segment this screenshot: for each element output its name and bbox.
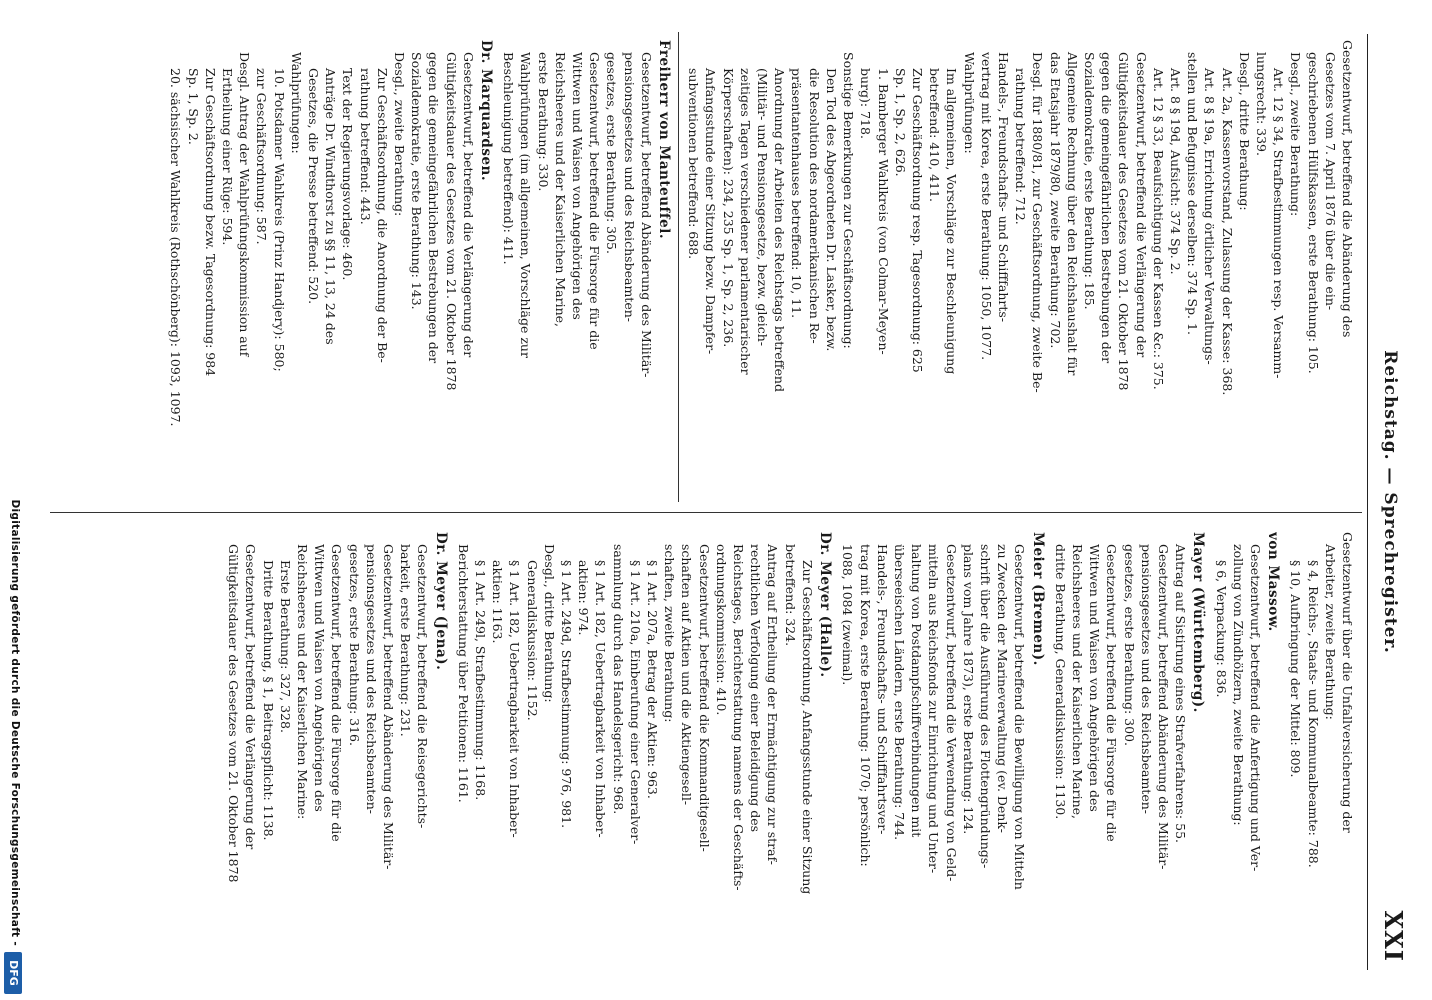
register-entry: [839, 532, 1045, 986]
entry-line: Zur Geschäftsordnung resp. Tagesordnung: 625: [909, 68, 925, 373]
entry-line: § 6, Verpackung: 836.: [1213, 560, 1229, 698]
entry-line: Gesetzentwurf, betreffend die Verlängerung der: [460, 52, 476, 358]
entry-line: § 1 Art. 207a, Betrag der Aktien: 963.: [645, 560, 661, 799]
entry-line: dritte Berathung, Generaldiskussion: 1130.: [1052, 544, 1068, 820]
entry-line: Gesetzentwurf, betreffend die Verwendung von Geld-: [943, 544, 959, 882]
page-number: XXI: [1379, 910, 1408, 962]
entry-line: rathung betreffend: 712.: [1013, 68, 1029, 225]
entry-line: Allgemeine Rechnung über den Reichshaushalt für: [1064, 52, 1080, 376]
entry-line: schaften auf Aktien und die Aktiengesell-: [679, 544, 695, 806]
entry-line: Gesetzentwurf, betreffend Abänderung des Militär-: [1155, 544, 1171, 870]
entry-line: § 1 Art. 182, Uebertragbarkeit von Inhaber-: [507, 560, 523, 838]
entry-line: Gültigkeitsdauer des Gesetzes vom 21. Oktober 1878: [226, 544, 242, 883]
speaker-name: Dr. Meyer (Jena).: [432, 532, 449, 671]
entry-line: Gesetzentwurf, betreffend die Fürsorge für die: [587, 52, 603, 350]
entry-line: § 1 Art. 249d, Strafbestimmung: 976, 981.: [559, 560, 575, 829]
entry-line: Antrag auf Sistirung eines Strafverfahrens: 55.: [1173, 544, 1189, 843]
entry-line: (Militär- und Pensionsgesetze, bezw. gleich-: [755, 68, 771, 347]
entry-line: Gültigkeitsdauer des Gesetzes vom 21. Oktober 1878: [1116, 52, 1132, 391]
entry-line: Gesetzentwurf, betreffend Abänderung des Militär-: [381, 544, 397, 870]
entry-line: Reichsheeres und der Kaiserlichen Marine,: [1069, 544, 1085, 819]
register-entry: [167, 40, 494, 494]
speaker-name: von Massow.: [1265, 532, 1282, 632]
speaker-name: Freiherr von Manteuffel.: [656, 40, 673, 240]
register-entry: [455, 532, 833, 986]
entry-line: Ertheilung einer Rüge: 594.: [220, 68, 235, 246]
speaker-name: Dr. Marquardsen.: [478, 40, 495, 182]
entry-line: Anträge Dr. Windthorst zu §§ 11, 13, 24 des: [323, 68, 339, 345]
entry-line: 1088, 1084 (zweimal).: [840, 544, 856, 686]
page-title: Reichstag. — Sprechregister.: [1380, 350, 1400, 654]
entry-line: betreffend: 410, 411.: [927, 68, 943, 202]
entry-line: Sozialdemokratie, erste Berathung: 143.: [409, 52, 425, 310]
entry-line: Sp. 1, Sp. 2, 626.: [892, 68, 908, 177]
entry-line: gesetzes, erste Berathung: 316.: [346, 544, 362, 746]
entry-line: Wittwen und Waisen von Angehörigen des: [570, 52, 586, 320]
register-entry: [1287, 532, 1356, 986]
entry-line: mitteln aus Reichsfonds zur Einrichtung und Unter-: [926, 544, 942, 874]
entry-line: Erste Berathung: 327, 328.: [277, 560, 293, 733]
entry-line: Art. 8 § 19a, Errichtung örtlicher Verwaltungs-: [1202, 68, 1218, 365]
entry-line: Handels-, Freundschafts- und Schifffahrts-: [995, 52, 1011, 323]
entry-line: zeitiges Tagen verschiedener parlamentarischer: [737, 68, 753, 375]
entry-line: lungsrecht: 339.: [1253, 52, 1269, 156]
entry-line: Text der Regierungsvorlage: 460.: [340, 68, 356, 281]
column-divider: [50, 512, 1362, 513]
entry-divider: [678, 32, 679, 502]
entry-line: pensionsgesetzes und des Reichsbeamten-: [1138, 544, 1154, 814]
entry-line: betreffend: 324.: [782, 544, 798, 647]
entry-line: Generaldiskussion: 1152.: [524, 560, 540, 721]
entry-line: Art. 2a, Kassenvorstand, Zulassung der Kasse: 368.: [1219, 68, 1235, 396]
entry-line: Desgl., zweite Berathung:: [392, 52, 408, 217]
entry-line: Gesetzentwurf, betreffend die Kommanditgesell-: [696, 544, 712, 852]
speaker-name: Mayer (Württemberg).: [1190, 532, 1207, 713]
entry-line: Berichterstattung über Petitionen: 1161.: [455, 544, 471, 803]
entry-line: rechtlichen Verfolgung einer Beleidigung des: [748, 544, 764, 833]
entry-line: § 1 Art. 210a, Einberufung einer Generalver-: [627, 560, 643, 845]
entry-line: subventionen betreffend: 688.: [686, 68, 702, 260]
entry-line: rathung betreffend: 443.: [357, 68, 373, 225]
entry-line: Anfangsstunde einer Sitzung bezw. Dampfer-: [703, 68, 719, 355]
entry-line: zur Geschäftsordnung: 587.: [254, 68, 270, 245]
entry-line: aktien: 974.: [576, 560, 592, 636]
entry-line: Gesetzentwurf über die Unfallversicherung der: [1340, 532, 1355, 833]
entry-line: Desgl., dritte Berathung:: [541, 544, 557, 703]
entry-line: Gesetzentwurf, betreffend die Verlängerung der: [243, 544, 259, 850]
digitization-credit: [0, 0, 24, 1000]
entry-line: sammlung durch das Handelsgericht: 968.: [610, 544, 626, 815]
entry-line: Reichsheeres und der Kaiserlichen Marine,: [552, 52, 568, 327]
digitization-note: Digitalisierung gefördert durch die Deutsche Forschungsgemeinschaft -: [9, 499, 21, 946]
register-entry: [225, 532, 449, 986]
entry-line: Gesetzes vom 7. April 1876 über die ein-: [1322, 52, 1338, 311]
entry-line: Zur Geschäftsordnung, Anfangsstunde einer Sitzung: [799, 560, 815, 895]
entry-line: Wahlprüfungen (im allgemeinen, Vorschläge zur: [518, 52, 534, 358]
speaker-name: Meier (Bremen).: [1029, 532, 1046, 666]
entry-line: haltung von Postdampfschiffverbindungen mit: [909, 544, 925, 838]
entry-line: schaften, zweite Berathung:: [662, 544, 678, 723]
entry-line: geschriebenen Hülfskassen, erste Berathung: 105.: [1305, 52, 1321, 374]
entry-line: Sp. 1, Sp. 2.: [185, 68, 201, 145]
entry-line: trag mit Korea, erste Berathung: 1070; persönlich:: [857, 544, 873, 867]
entry-line: Handels-, Freundschafts- und Schifffahrtsver-: [874, 544, 890, 835]
entry-line: überseeischen Ländern, erste Berathung: 744.: [891, 544, 907, 841]
speaker-name: Dr. Meyer (Halle).: [817, 532, 834, 678]
entry-line: Desgl., dritte Berathung:: [1236, 52, 1252, 211]
entry-line: erste Berathung: 330.: [535, 52, 551, 192]
entry-line: gesetzes, erste Berathung: 305.: [604, 52, 620, 254]
entry-line: Arbeiter, zweite Berathung:: [1322, 544, 1338, 720]
entry-line: § 1 Art. 249l, Strafbestimmung: 1168.: [473, 560, 489, 801]
entry-line: Gesetzes, die Presse betreffend: 520.: [306, 68, 322, 305]
entry-line: pensionsgesetzes und des Reichsbeamten-: [621, 52, 637, 322]
entry-line: Gesetzentwurf, betreffend die Bewilligung von Mitteln: [1012, 544, 1028, 890]
entry-line: Wittwen und Waisen von Angehörigen des: [312, 544, 328, 812]
entry-line: gesetzes, erste Berathung: 300.: [1121, 544, 1137, 746]
entry-line: gegen die gemeingefährlichen Bestrebungen der: [1099, 52, 1115, 364]
entry-line: Gesetzentwurf, betreffend die Reisegerichts-: [415, 544, 431, 829]
entry-line: barkeit, erste Berathung: 231.: [398, 544, 414, 737]
entry-line: Gesetzentwurf, betreffend die Anfertigung und Ver-: [1247, 544, 1263, 872]
entry-line: Wahlprüfungen:: [288, 52, 304, 154]
entry-line: Art. 12 § 33, Beaufsichtigung der Kassen &c.: 375.: [1150, 68, 1166, 390]
entry-line: zollung von Zündhölzern, zweite Berathung:: [1230, 544, 1246, 826]
entry-line: 1. Bamberger Wahlkreis (von Colmar-Meyen-: [875, 68, 891, 355]
entry-line: § 1 Art. 182, Uebertragbarkeit von Inhaber-: [593, 560, 609, 838]
entry-line: Art. 12 § 34, Strafbestimmungen resp. Versamm-: [1271, 68, 1287, 379]
entry-line: vertrag mit Korea, erste Berathung: 1050, 1077.: [978, 52, 994, 361]
entry-line: § 10, Aufbringung der Mittel: 809.: [1288, 560, 1304, 778]
dfg-logo: DFG: [4, 952, 22, 994]
entry-line: Den Tod des Abgeordneten Dr. Lasker, bezw.: [823, 68, 839, 352]
entry-line: Im allgemeinen, Vorschläge zur Beschleunigung: [944, 68, 960, 375]
entry-line: Wittwen und Waisen von Angehörigen des: [1087, 544, 1103, 812]
entry-line: Anordnung der Arbeiten des Reichstags betreffend: [772, 68, 788, 392]
page-header: [1367, 34, 1412, 970]
entry-line: stellen und Befugnisse derselben: 374 Sp. 1.: [1185, 52, 1201, 335]
entry-line: § 4, Reichs-, Staats- und Kommunalbeamte: 788.: [1305, 560, 1321, 868]
register-entry: [685, 40, 1356, 494]
entry-line: das Etatsjahr 1879/80, zweite Berathung: 702.: [1047, 52, 1063, 349]
entry-line: 10. Potsdamer Wahlkreis (Prinz Handjery): 580;: [271, 68, 287, 372]
entry-line: zu Zwecken der Marineverwaltung (ev. Denk-: [995, 544, 1011, 833]
entry-line: Reichsheeres und der Kaiserlichen Marine:: [295, 544, 311, 820]
entry-line: Reichstages, Berichterstattung namens der Geschäfts-: [731, 544, 747, 891]
entry-line: Dritte Berathung, § 1, Beitragspflicht: 1138.: [260, 560, 276, 841]
entry-line: aktien: 1163.: [490, 560, 506, 644]
entry-line: Gesetzentwurf, betreffend die Abänderung des: [1340, 40, 1355, 338]
entry-line: Wahlprüfungen:: [961, 52, 977, 154]
entry-line: Körperschaften): 234, 235 Sp. 1, Sp. 2, 236.: [720, 68, 736, 348]
entry-line: Sozialdemokratie, erste Berathung: 185.: [1081, 52, 1097, 310]
left-column: [161, 40, 1356, 494]
entry-line: pensionsgesetzes und des Reichsbeamten-: [363, 544, 379, 814]
entry-line: Zur Geschäftsordnung bezw. Tagesordnung: 984: [202, 68, 218, 377]
entry-line: burg): 718.: [858, 68, 874, 139]
right-column: [219, 532, 1356, 986]
register-entry: [1052, 532, 1207, 986]
entry-line: ordnungskommission: 410.: [713, 544, 729, 716]
entry-line: Sonstige Bemerkungen zur Geschäftsordnung:: [841, 52, 857, 349]
entry-line: gegen die gemeingefährlichen Bestrebungen der: [426, 52, 442, 364]
register-entry: [500, 40, 672, 494]
register-entry: [1212, 532, 1281, 986]
entry-line: die Resolution des nordamerikanischen Re-: [806, 68, 822, 344]
entry-line: Gesetzentwurf, betreffend Abänderung des Militär-: [638, 52, 654, 378]
entry-line: 20. sächsischer Wahlkreis (Rothschönberg): 1093, 1097.: [168, 68, 184, 427]
entry-line: Desgl., zweite Berathung:: [1288, 52, 1304, 217]
entry-line: Antrag auf Ertheilung der Ermächtigung zur straf-: [765, 544, 781, 866]
entry-line: plans vom Jahre 1873), erste Berathung: 124.: [960, 544, 976, 835]
entry-line: Gültigkeitsdauer des Gesetzes vom 21. Oktober 1878: [443, 52, 459, 391]
entry-line: Zur Geschäftsordnung, die Anordnung der Be-: [374, 68, 390, 363]
entry-line: Art. 8 § 19d, Aufsicht: 374 Sp. 2.: [1167, 68, 1183, 275]
entry-line: Gesetzentwurf, betreffend die Verlängerung der: [1133, 52, 1149, 358]
entry-line: präsentantenhauses betreffend: 10, 11.: [789, 68, 805, 319]
entry-line: Gesetzentwurf, betreffend die Fürsorge für die: [329, 544, 345, 842]
entry-line: Desgl. Antrag der Wahlprüfungskommission auf: [237, 52, 253, 357]
entry-line: Beschleunigung betreffend): 411.: [501, 52, 517, 265]
entry-line: Gesetzentwurf, betreffend die Fürsorge für die: [1104, 544, 1120, 842]
entry-line: Desgl. für 1880/81, zur Geschäftsordnung, zweite Be-: [1030, 52, 1046, 393]
entry-line: schrift über die Ausführung des Flottengründungs-: [977, 544, 993, 869]
